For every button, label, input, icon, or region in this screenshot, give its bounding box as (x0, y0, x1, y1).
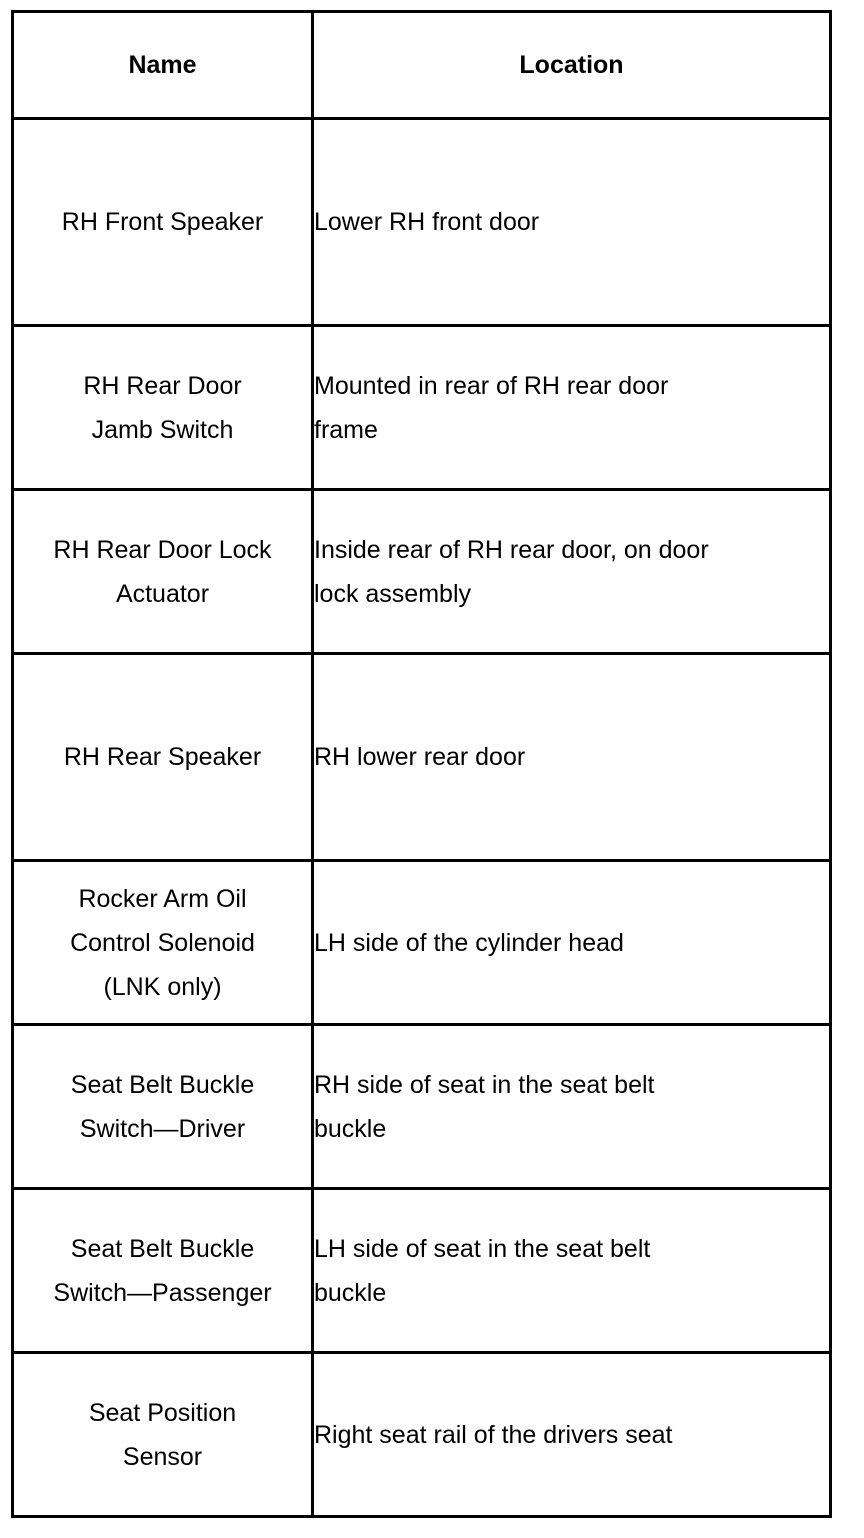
name-line: (LNK only) (103, 972, 222, 1001)
location-line: RH side of seat in the seat belt (314, 1070, 655, 1099)
location-line: Inside rear of RH rear door, on door (314, 535, 709, 564)
name-line: Jamb Switch (91, 415, 234, 444)
name-line: Control Solenoid (70, 928, 255, 957)
cell-name (13, 861, 313, 1025)
cell-location (313, 490, 831, 654)
name-line: RH Rear Door Lock (53, 535, 272, 564)
cell-location (313, 654, 831, 861)
table-row (13, 1353, 831, 1517)
name-line: RH Front Speaker (61, 208, 264, 236)
cell-name (13, 1353, 313, 1517)
location-line: frame (314, 415, 378, 444)
location-line: buckle (314, 1114, 387, 1143)
location-line: RH lower rear door (314, 743, 526, 771)
location-line: Right seat rail of the drivers seat (314, 1420, 673, 1449)
name-line: RH Rear Speaker (63, 743, 262, 771)
cell-location (313, 326, 831, 490)
table-row (13, 1025, 831, 1189)
cell-name (13, 326, 313, 490)
location-line: buckle (314, 1278, 387, 1307)
location-line: LH side of seat in the seat belt (314, 1234, 651, 1263)
name-line: Switch—Passenger (53, 1278, 272, 1307)
header-row (13, 12, 831, 119)
name-line: Actuator (115, 579, 210, 608)
cell-name (13, 1025, 313, 1189)
location-line: lock assembly (314, 579, 471, 608)
name-line: Seat Belt Buckle (70, 1234, 255, 1263)
cell-location (313, 861, 831, 1025)
table-row (13, 861, 831, 1025)
location-line: Lower RH front door (314, 208, 540, 236)
cell-name (13, 1189, 313, 1353)
name-line: Seat Position (88, 1398, 237, 1427)
cell-location (313, 119, 831, 326)
location-line: Mounted in rear of RH rear door (314, 371, 669, 400)
table-row (13, 326, 831, 490)
component-location-table (11, 10, 832, 1518)
name-line: Seat Belt Buckle (70, 1070, 255, 1099)
name-line: Rocker Arm Oil (78, 884, 247, 913)
table-row (13, 119, 831, 326)
location-line: LH side of the cylinder head (314, 928, 624, 957)
table-row (13, 654, 831, 861)
column-header-name: Name (13, 12, 313, 119)
cell-name (13, 654, 313, 861)
name-line: Switch—Driver (79, 1114, 246, 1143)
cell-name (13, 490, 313, 654)
cell-name (13, 119, 313, 326)
name-line: Sensor (122, 1442, 203, 1471)
table-row (13, 1189, 831, 1353)
cell-location (313, 1353, 831, 1517)
name-line: RH Rear Door (83, 371, 242, 400)
column-header-location: Location (313, 12, 831, 119)
cell-location (313, 1025, 831, 1189)
table-row (13, 490, 831, 654)
cell-location (313, 1189, 831, 1353)
